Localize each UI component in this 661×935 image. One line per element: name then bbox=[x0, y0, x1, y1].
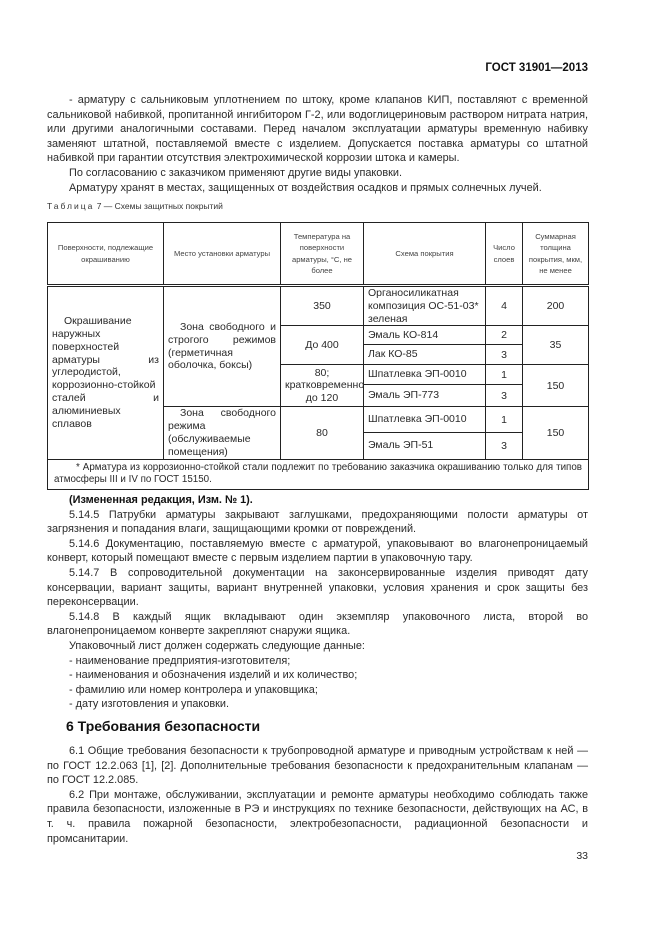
thickness-cell: 150 bbox=[523, 407, 589, 459]
table-caption-text: 7 — Схемы защитных покрытий bbox=[94, 201, 223, 211]
scheme-cell: Органосиликатная композиция ОС-51-03* зеленая bbox=[364, 286, 486, 326]
scheme-cell: Эмаль ЭП-773 bbox=[364, 385, 486, 407]
list-item: - дату изготовления и упаковки. bbox=[69, 698, 230, 711]
paragraph: Упаковочный лист должен содержать следующие данные: bbox=[69, 639, 365, 652]
layers-cell: 3 bbox=[486, 345, 523, 365]
layers-cell: 3 bbox=[486, 385, 523, 407]
thickness-cell: 150 bbox=[523, 365, 589, 407]
document-header-id: ГОСТ 31901—2013 bbox=[485, 62, 588, 74]
list-item: - наименования и обозначения изделий и их количество; bbox=[69, 669, 358, 682]
zone-cell: Зона свободного и строгого режимов (герметичная оболочка, боксы) bbox=[164, 286, 281, 407]
amendment-note: (Измененная редакция, Изм. № 1). bbox=[69, 494, 253, 506]
column-header: Схема покрытия bbox=[364, 223, 486, 286]
scheme-cell: Шпатлевка ЭП-0010 bbox=[364, 365, 486, 385]
page-number: 33 bbox=[576, 850, 588, 862]
list-item: - фамилию или номер контролера и упаковщика; bbox=[69, 683, 318, 696]
protective-coatings-table bbox=[47, 222, 589, 490]
zone-cell: Зона свободного режима (обслуживаемые помещения) bbox=[164, 407, 281, 459]
paragraph: Арматуру хранят в местах, защищенных от воздействия осадков и прямых солнечных лучей. bbox=[69, 181, 542, 194]
column-header: Суммарная толщина покрытия, мкм, не менее bbox=[523, 223, 589, 286]
layers-cell: 3 bbox=[486, 432, 523, 459]
scheme-cell: Эмаль ЭП-51 bbox=[364, 432, 486, 459]
table-header-row bbox=[48, 223, 589, 286]
paragraph: 6.1 Общие требования безопасности к трубопроводной арматуре и приводным устройствам к ней — по ГОСТ 12.2.063 [1], [2]. Дополнительные требования безопасности к предохранительным клапанам — по ГОСТ 12.2.085. bbox=[47, 745, 588, 787]
table-footnote-row bbox=[48, 459, 589, 489]
scheme-cell: Эмаль КО-814 bbox=[364, 326, 486, 345]
packaging-section bbox=[47, 493, 588, 712]
thickness-cell: 200 bbox=[523, 286, 589, 326]
list-item: - наименование предприятия-изготовителя; bbox=[69, 654, 291, 667]
paragraph: 5.14.7 В сопроводительной документации на законсервированные изделия приводят дату консервации, вариант защиты, вариант внутренней упаковки, условия хранения и срок защиты без переконсервации. bbox=[47, 566, 588, 609]
layers-cell: 4 bbox=[486, 286, 523, 326]
table-caption-label: Таблица bbox=[47, 201, 95, 211]
scheme-cell: Шпатлевка ЭП-0010 bbox=[364, 407, 486, 432]
column-header: Поверхности, подлежащие окрашиванию bbox=[48, 223, 164, 286]
table-footnote: * Арматура из коррозионно-стойкой стали подлежит по требованию заказчика окрашиванию только для типов атмосферы III и IV по ГОСТ 15150. bbox=[48, 459, 589, 489]
section-heading: 6 Требования безопасности bbox=[66, 718, 261, 734]
temperature-cell: 80 bbox=[281, 407, 364, 459]
column-header: Место установки арматуры bbox=[164, 223, 281, 286]
scheme-cell: Лак КО-85 bbox=[364, 345, 486, 365]
layers-cell: 2 bbox=[486, 326, 523, 345]
layers-cell: 1 bbox=[486, 407, 523, 432]
temperature-cell: 80; кратковременно до 120 bbox=[281, 365, 364, 407]
table-row bbox=[48, 286, 589, 326]
surface-cell: Окрашивание наружных поверхностей арматуры из углеродистой, коррозионно-стойкой сталей и алюминиевых сплавов bbox=[48, 286, 164, 460]
column-header: Температура на поверхности арматуры, °С, не более bbox=[281, 223, 364, 286]
thickness-cell: 35 bbox=[523, 326, 589, 365]
paragraph: 5.14.5 Патрубки арматуры закрывают заглушками, предохраняющими полости арматуры от загрязнения и попадания влаги, защищающими кромки от повреждений. bbox=[47, 508, 588, 536]
layers-cell: 1 bbox=[486, 365, 523, 385]
paragraph: 5.14.8 В каждый ящик вкладывают один экземпляр упаковочного листа, второй во влагонепроницаемом конверте закрепляют снаружи ящика. bbox=[47, 610, 588, 638]
temperature-cell: До 400 bbox=[281, 326, 364, 365]
table-caption bbox=[47, 201, 223, 211]
paragraph: - арматуру с сальниковым уплотнением по штоку, кроме клапанов КИП, поставляют с временной сальниковой набивкой, пропитанной ингибитором Г-2, или водоглицериновым раствором нитрата натрия, или другими аналогичными составами. Перед началом эксплуатации арматуры временную набивку заменяют штатной, поставляемой вместе с изделием. Допускается поставка арматуры со штатной набивкой при гарантии отсутствия электрохимической коррозии штока и камеры. bbox=[47, 94, 588, 165]
temperature-cell: 350 bbox=[281, 286, 364, 326]
intro-section bbox=[47, 93, 588, 195]
column-header: Число слоев bbox=[486, 223, 523, 286]
paragraph: 5.14.6 Документацию, поставляемую вместе с арматурой, упаковывают во влагонепроницаемый конверт, который помещают вместе с первым изделием партии в упаковочную тару. bbox=[47, 537, 588, 565]
paragraph: 6.2 При монтаже, обслуживании, эксплуатации и ремонте арматуры необходимо соблюдать также правила безопасности, изложенные в РЭ и инструкциях по технике безопасности, действующих на АС, в т. ч. правила пожарной безопасности, электробезопасности, радиационной безопасности и промсанитарии. bbox=[47, 788, 588, 845]
paragraph: По согласованию с заказчиком применяют другие виды упаковки. bbox=[69, 166, 403, 179]
safety-section bbox=[47, 744, 588, 846]
